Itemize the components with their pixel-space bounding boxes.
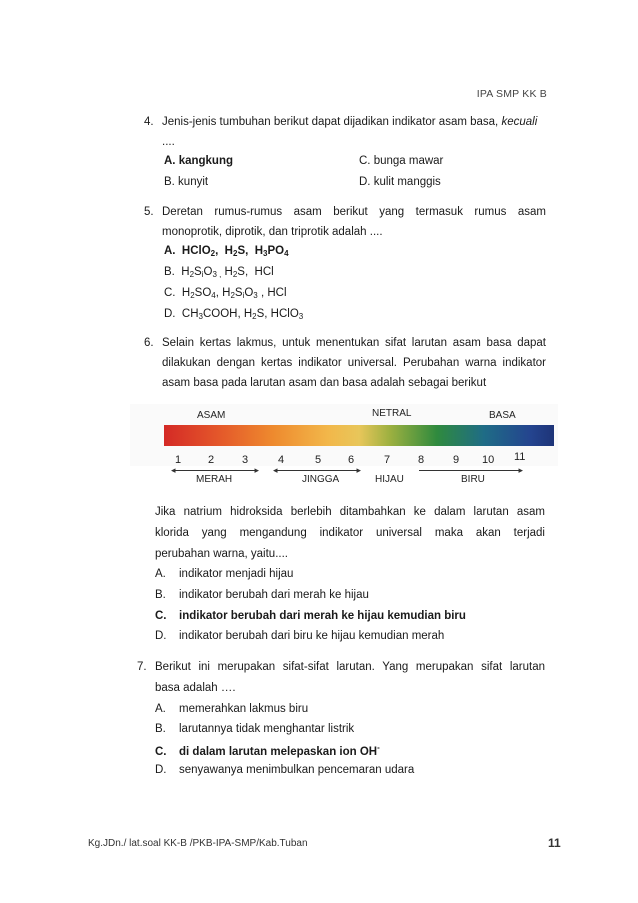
q6-stem-line3: asam basa pada larutan asam dan basa adalah sebagai berikut <box>162 377 487 389</box>
q6-para-line2: klorida yang mengandung indikator universal maka akan terjadi <box>155 527 545 539</box>
range-label-jingga: JINGGA <box>302 474 340 485</box>
range-arrow-jingga <box>273 465 361 475</box>
q7-option-d-label: D. <box>155 764 167 776</box>
q6-option-d-label: D. <box>155 630 167 642</box>
q6-option-c[interactable] <box>155 610 466 622</box>
q6-para-line1: Jika natrium hidroksida berlebih ditambahkan ke dalam larutan asam <box>155 506 545 518</box>
q7-option-d-text: senyawanya menimbulkan pencemaran udara <box>179 764 415 776</box>
arrow-right-icon: ▸ <box>356 465 361 475</box>
q6-stem-line2: dilakukan dengan kertas indikator universal. Perubahan warna indikator <box>162 357 546 369</box>
q7-number: 7. <box>137 661 147 673</box>
arrow-right-icon: ▸ <box>254 465 259 475</box>
q4-option-d[interactable]: D. kulit manggis <box>359 176 441 188</box>
q4-option-b[interactable]: B. kunyit <box>164 176 209 188</box>
label-basa: BASA <box>489 410 516 421</box>
q7-option-a-label: A. <box>155 703 166 715</box>
ph-tick-1: 1 <box>175 454 182 466</box>
q7-option-c[interactable] <box>155 743 380 758</box>
q5-option-a[interactable]: A. HClO$_2$, $H_2S$, $H_3PO_4$ <box>164 245 289 258</box>
q5-option-d[interactable]: D. $CH_3COOH$, $H_2S$, HClO$_3$ <box>164 308 304 321</box>
q6-stem-line1: Selain kertas lakmus, untuk menentukan sifat larutan asam basa dapat <box>162 337 546 349</box>
q6-option-a-label: A. <box>155 568 166 580</box>
range-arrow-merah <box>171 465 259 475</box>
ph-tick-10: 10 <box>482 454 495 466</box>
ph-tick-6: 6 <box>348 454 355 466</box>
q7-stem-line2: basa adalah …. <box>155 682 236 694</box>
ph-tick-2: 2 <box>208 454 215 466</box>
label-asam: ASAM <box>197 410 226 421</box>
q4-number: 4. <box>144 116 154 128</box>
range-label-hijau: HIJAU <box>375 474 404 485</box>
q6-option-b-label: B. <box>155 589 166 601</box>
q7-option-d[interactable] <box>155 764 414 776</box>
ph-tick-9: 9 <box>453 454 460 466</box>
q7-option-b-label: B. <box>155 723 166 735</box>
ph-tick-11: 11 <box>514 451 526 463</box>
arrow-left-icon: ◂ <box>273 465 278 475</box>
q7-option-c-text: di dalam larutan melepaskan ion OH <box>179 746 378 758</box>
q4-option-a[interactable]: A. kangkung <box>164 155 234 167</box>
q5-number: 5. <box>144 206 154 218</box>
ph-color-bar <box>164 425 554 446</box>
running-header: IPA SMP KK B <box>476 88 547 100</box>
arrow-right-icon: ▸ <box>518 465 523 475</box>
range-arrow-biru <box>419 465 523 475</box>
q6-option-c-text: indikator berubah dari merah ke hijau kemudian biru <box>179 610 466 622</box>
q6-option-b-text: indikator berubah dari merah ke hijau <box>179 589 369 601</box>
q6-option-b[interactable] <box>155 589 369 601</box>
label-netral: NETRAL <box>372 408 412 419</box>
q6-option-a-text: indikator menjadi hijau <box>179 568 294 580</box>
q5-option-d-label: D. <box>164 308 176 320</box>
q5-option-b[interactable]: B. $H_2S_iO_{3 ,}$ $H_2S$, HCl <box>164 266 274 279</box>
q4-stem-line2: .... <box>162 136 175 148</box>
ph-tick-3: 3 <box>242 454 249 466</box>
arrow-left-icon: ◂ <box>171 465 176 475</box>
q5-option-c[interactable]: C. $H_2SO_4$, $H_2S_iO_3$ , HCl <box>164 287 287 300</box>
range-label-merah: MERAH <box>196 474 233 485</box>
q7-option-a[interactable] <box>155 703 308 715</box>
q7-option-c-superscript: - <box>377 743 380 752</box>
q6-option-a[interactable] <box>155 568 293 580</box>
page-number: 11 <box>548 836 561 850</box>
q5-stem-line2: monoprotik, diprotik, dan triprotik adalah .... <box>162 226 383 238</box>
q4-stem-line1 <box>162 116 537 128</box>
q6-number: 6. <box>144 337 154 349</box>
ph-tick-4: 4 <box>278 454 285 466</box>
range-label-biru: BIRU <box>461 474 485 485</box>
q4-stem-emphasis: kecuali <box>501 116 538 128</box>
ph-tick-7: 7 <box>384 454 391 466</box>
q4-option-c[interactable]: C. bunga mawar <box>359 155 444 167</box>
q5-option-a-label: A. <box>164 245 176 257</box>
q7-option-c-label: C. <box>155 746 167 758</box>
q4-stem-text: Jenis-jenis tumbuhan berikut dapat dijadikan indikator asam basa, <box>162 116 502 128</box>
q7-stem-line1: Berikut ini merupakan sifat-sifat larutan. Yang merupakan sifat larutan <box>155 661 545 673</box>
q6-option-d-text: indikator berubah dari biru ke hijau kemudian merah <box>179 630 445 642</box>
q7-option-b-text: larutannya tidak menghantar listrik <box>179 723 355 735</box>
ph-tick-5: 5 <box>315 454 322 466</box>
q6-option-c-label: C. <box>155 610 167 622</box>
q6-option-d[interactable] <box>155 630 444 642</box>
q7-option-a-text: memerahkan lakmus biru <box>179 703 309 715</box>
q5-option-b-label: B. <box>164 266 175 278</box>
q5-option-c-label: C. <box>164 287 176 299</box>
q5-stem-line1: Deretan rumus-rumus asam berikut yang termasuk rumus asam <box>162 206 546 218</box>
footer-text: Kg.JDn./ lat.soal KK-B /PKB-IPA-SMP/Kab.Tuban <box>88 838 308 849</box>
ph-tick-8: 8 <box>418 454 425 466</box>
q6-para-line3: perubahan warna, yaitu.... <box>155 548 288 560</box>
q7-option-b[interactable] <box>155 723 354 735</box>
